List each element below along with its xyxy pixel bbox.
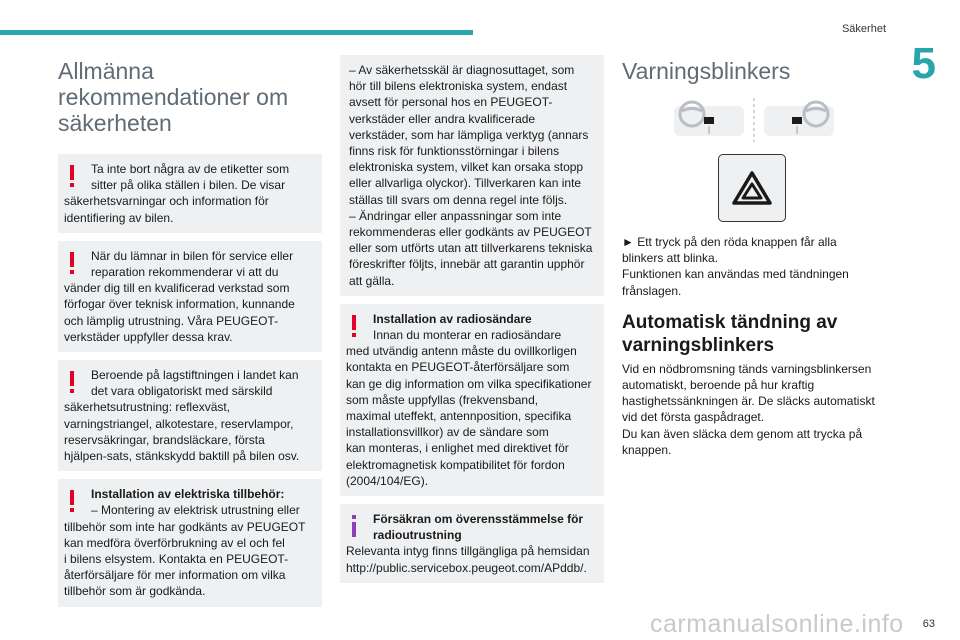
warning-icon bbox=[352, 315, 357, 337]
box-text: http://public.servicebox.peugeot.com/APddb/. bbox=[346, 560, 587, 575]
title-line: Allmänna bbox=[58, 58, 154, 84]
hazard-text: ► Ett tryck på den röda knappen får alla bbox=[622, 235, 837, 249]
box-heading: Installation av radiosändare bbox=[373, 311, 532, 326]
box-text: det vara obligatoriskt med särskild bbox=[91, 384, 273, 399]
chapter-number: 5 bbox=[911, 39, 936, 88]
box-text: reservsäkringar, brandsläckare, första bbox=[64, 432, 265, 447]
watermark: carmanualsonline.info bbox=[650, 610, 904, 638]
subheading-auto-hazard bbox=[622, 311, 886, 357]
box-text: att gälla. bbox=[349, 273, 395, 288]
box-text: i bilens elsystem. Kontakta en PEUGEOT- bbox=[64, 552, 289, 567]
box-text: återförsäljare för mer information om vilka bbox=[64, 568, 286, 583]
title-line: säkerheten bbox=[58, 110, 172, 136]
box-text: elektroniska system, vilket kan orsaka stopp bbox=[349, 160, 584, 175]
box-heading: Installation av elektriska tillbehör: bbox=[91, 487, 285, 502]
warning-box-service bbox=[58, 241, 322, 352]
auto-hazard-text: knappen. bbox=[622, 442, 672, 457]
column-general-safety bbox=[58, 58, 322, 607]
hazard-text: Funktionen kan användas med tändningen bbox=[622, 267, 849, 282]
auto-hazard-text: Du kan även släcka dem genom att trycka på bbox=[622, 426, 863, 441]
header-accent-bar bbox=[0, 30, 473, 35]
box-text: – Montering av elektrisk utrustning eller bbox=[91, 503, 300, 518]
box-text: varningstriangel, alkotestare, reservlampor, bbox=[64, 416, 294, 431]
box-text: installationsvillkor) av de sändare som bbox=[346, 425, 549, 440]
column-hazard-lights bbox=[622, 58, 886, 458]
warning-box-radio bbox=[340, 304, 604, 496]
auto-hazard-text: hastighetssänkningen är. De släcks automatiskt bbox=[622, 394, 875, 409]
info-box-diagnostics bbox=[340, 55, 604, 296]
box-text: kontakta en PEUGEOT-återförsäljare som bbox=[346, 360, 570, 375]
warning-icon bbox=[70, 165, 75, 187]
box-text: elektromagnetisk kompatibilitet för fordon bbox=[346, 457, 565, 472]
steering-wheel-location-illustration bbox=[674, 96, 834, 144]
section-name: Säkerhet bbox=[841, 23, 886, 35]
warning-box-electrical bbox=[58, 479, 322, 606]
auto-hazard-text: Vid en nödbromsning tänds varningsblinkersen bbox=[622, 361, 872, 376]
box-text: Innan du monterar en radiosändare bbox=[373, 328, 562, 343]
page-number: 63 bbox=[922, 618, 935, 630]
box-text: kan monteras, i enlighet med direktivet för bbox=[346, 441, 569, 456]
warning-icon bbox=[70, 490, 75, 512]
auto-hazard-text: vid det första gaspådraget. bbox=[622, 410, 765, 425]
box-text: Ta inte bort några av de etiketter som bbox=[91, 162, 290, 176]
box-text: När du lämnar in bilen för service eller bbox=[91, 248, 294, 263]
column-continued bbox=[340, 55, 604, 583]
warning-box-equipment bbox=[58, 360, 322, 471]
info-icon bbox=[352, 515, 357, 537]
warning-icon bbox=[70, 371, 75, 393]
box-text: och lämplig utrustning. Våra PEUGEOT- bbox=[64, 313, 279, 328]
box-text: eller som utförts utan att tillverkarens tekniska bbox=[349, 241, 593, 256]
box-text: – Ändringar eller anpassningar som inte bbox=[349, 208, 562, 223]
box-text: förfogar över teknisk information, kunnande bbox=[64, 297, 295, 312]
hazard-button-icon bbox=[718, 154, 786, 222]
box-heading: Försäkran om överensstämmelse för bbox=[373, 512, 584, 527]
box-text: vänder dig till en kvalificerad verkstad som bbox=[64, 281, 290, 296]
box-heading: radioutrustning bbox=[373, 528, 462, 543]
box-text: tillbehör som inte har godkänts av PEUGEOT bbox=[64, 519, 306, 534]
box-text: verkstäder eller andra kvalificerade bbox=[349, 111, 536, 126]
box-text: verkstäder uppfyller dessa krav. bbox=[64, 329, 233, 344]
subheading-line: Automatisk tändning av bbox=[622, 311, 838, 333]
box-text: hjälpen-sats, stänkskydd baktill på bilen osv. bbox=[64, 449, 300, 464]
box-text: maximal uteffekt, antennposition, specifika bbox=[346, 409, 572, 424]
section-title-hazard: Varningsblinkers bbox=[622, 58, 791, 84]
warning-icon bbox=[70, 252, 75, 274]
box-text: identifiering av bilen. bbox=[64, 210, 174, 225]
section-title-general bbox=[58, 58, 322, 136]
box-text: ställas till svars om denna regel inte följs. bbox=[349, 192, 568, 207]
box-text: verkstäder, som har lämpliga verktyg (annars bbox=[349, 127, 589, 142]
box-text: kan medföra överförbrukning av el och fel bbox=[64, 535, 285, 550]
box-text: avsett för personal hos en PEUGEOT- bbox=[349, 95, 553, 110]
hazard-text: frånslagen. bbox=[622, 283, 682, 298]
box-text: reparation rekommenderar vi att du bbox=[91, 265, 279, 280]
box-text: – Av säkerhetsskäl är diagnosuttaget, som bbox=[349, 63, 575, 77]
box-text: kan ge dig information om vilka specifikationer bbox=[346, 376, 592, 391]
box-text: med utvändig antenn måste du ovillkorligen bbox=[346, 344, 577, 359]
box-text: Beroende på lagstiftningen i landet kan bbox=[91, 368, 299, 383]
subheading-line: varningsblinkers bbox=[622, 334, 775, 356]
box-text: eller allvarliga olyckor). Tillverkaren kan inte bbox=[349, 176, 582, 191]
box-text: säkerhetsutrustning: reflexväst, bbox=[64, 400, 231, 415]
warning-box-labels bbox=[58, 154, 322, 233]
box-text: säkerhetsvarningar och information för bbox=[64, 194, 269, 209]
box-text: hör till bilens elektroniska system, endast bbox=[349, 79, 568, 94]
box-text: rekommenderas eller godkänts av PEUGEOT bbox=[349, 225, 592, 240]
box-text: finns risk för funktionsstörningar i bilens bbox=[349, 144, 560, 159]
info-box-conformity bbox=[340, 504, 604, 583]
box-text: föreskrifter följts, innebär att garantin upphör bbox=[349, 257, 585, 272]
box-text: (2004/104/EG). bbox=[346, 473, 429, 488]
title-line: rekommendationer om bbox=[58, 84, 289, 110]
box-text: som måste uppfyllas (frekvensband, bbox=[346, 392, 539, 407]
box-text: tillbehör som är godkända. bbox=[64, 584, 206, 599]
box-text: sitter på olika ställen i bilen. De visar bbox=[91, 178, 286, 193]
auto-hazard-text: automatiskt, beroende på hur kraftig bbox=[622, 378, 815, 393]
hazard-text: blinkers att blinka. bbox=[622, 251, 719, 266]
box-text: Relevanta intyg finns tillgängliga på hemsidan bbox=[346, 544, 590, 559]
